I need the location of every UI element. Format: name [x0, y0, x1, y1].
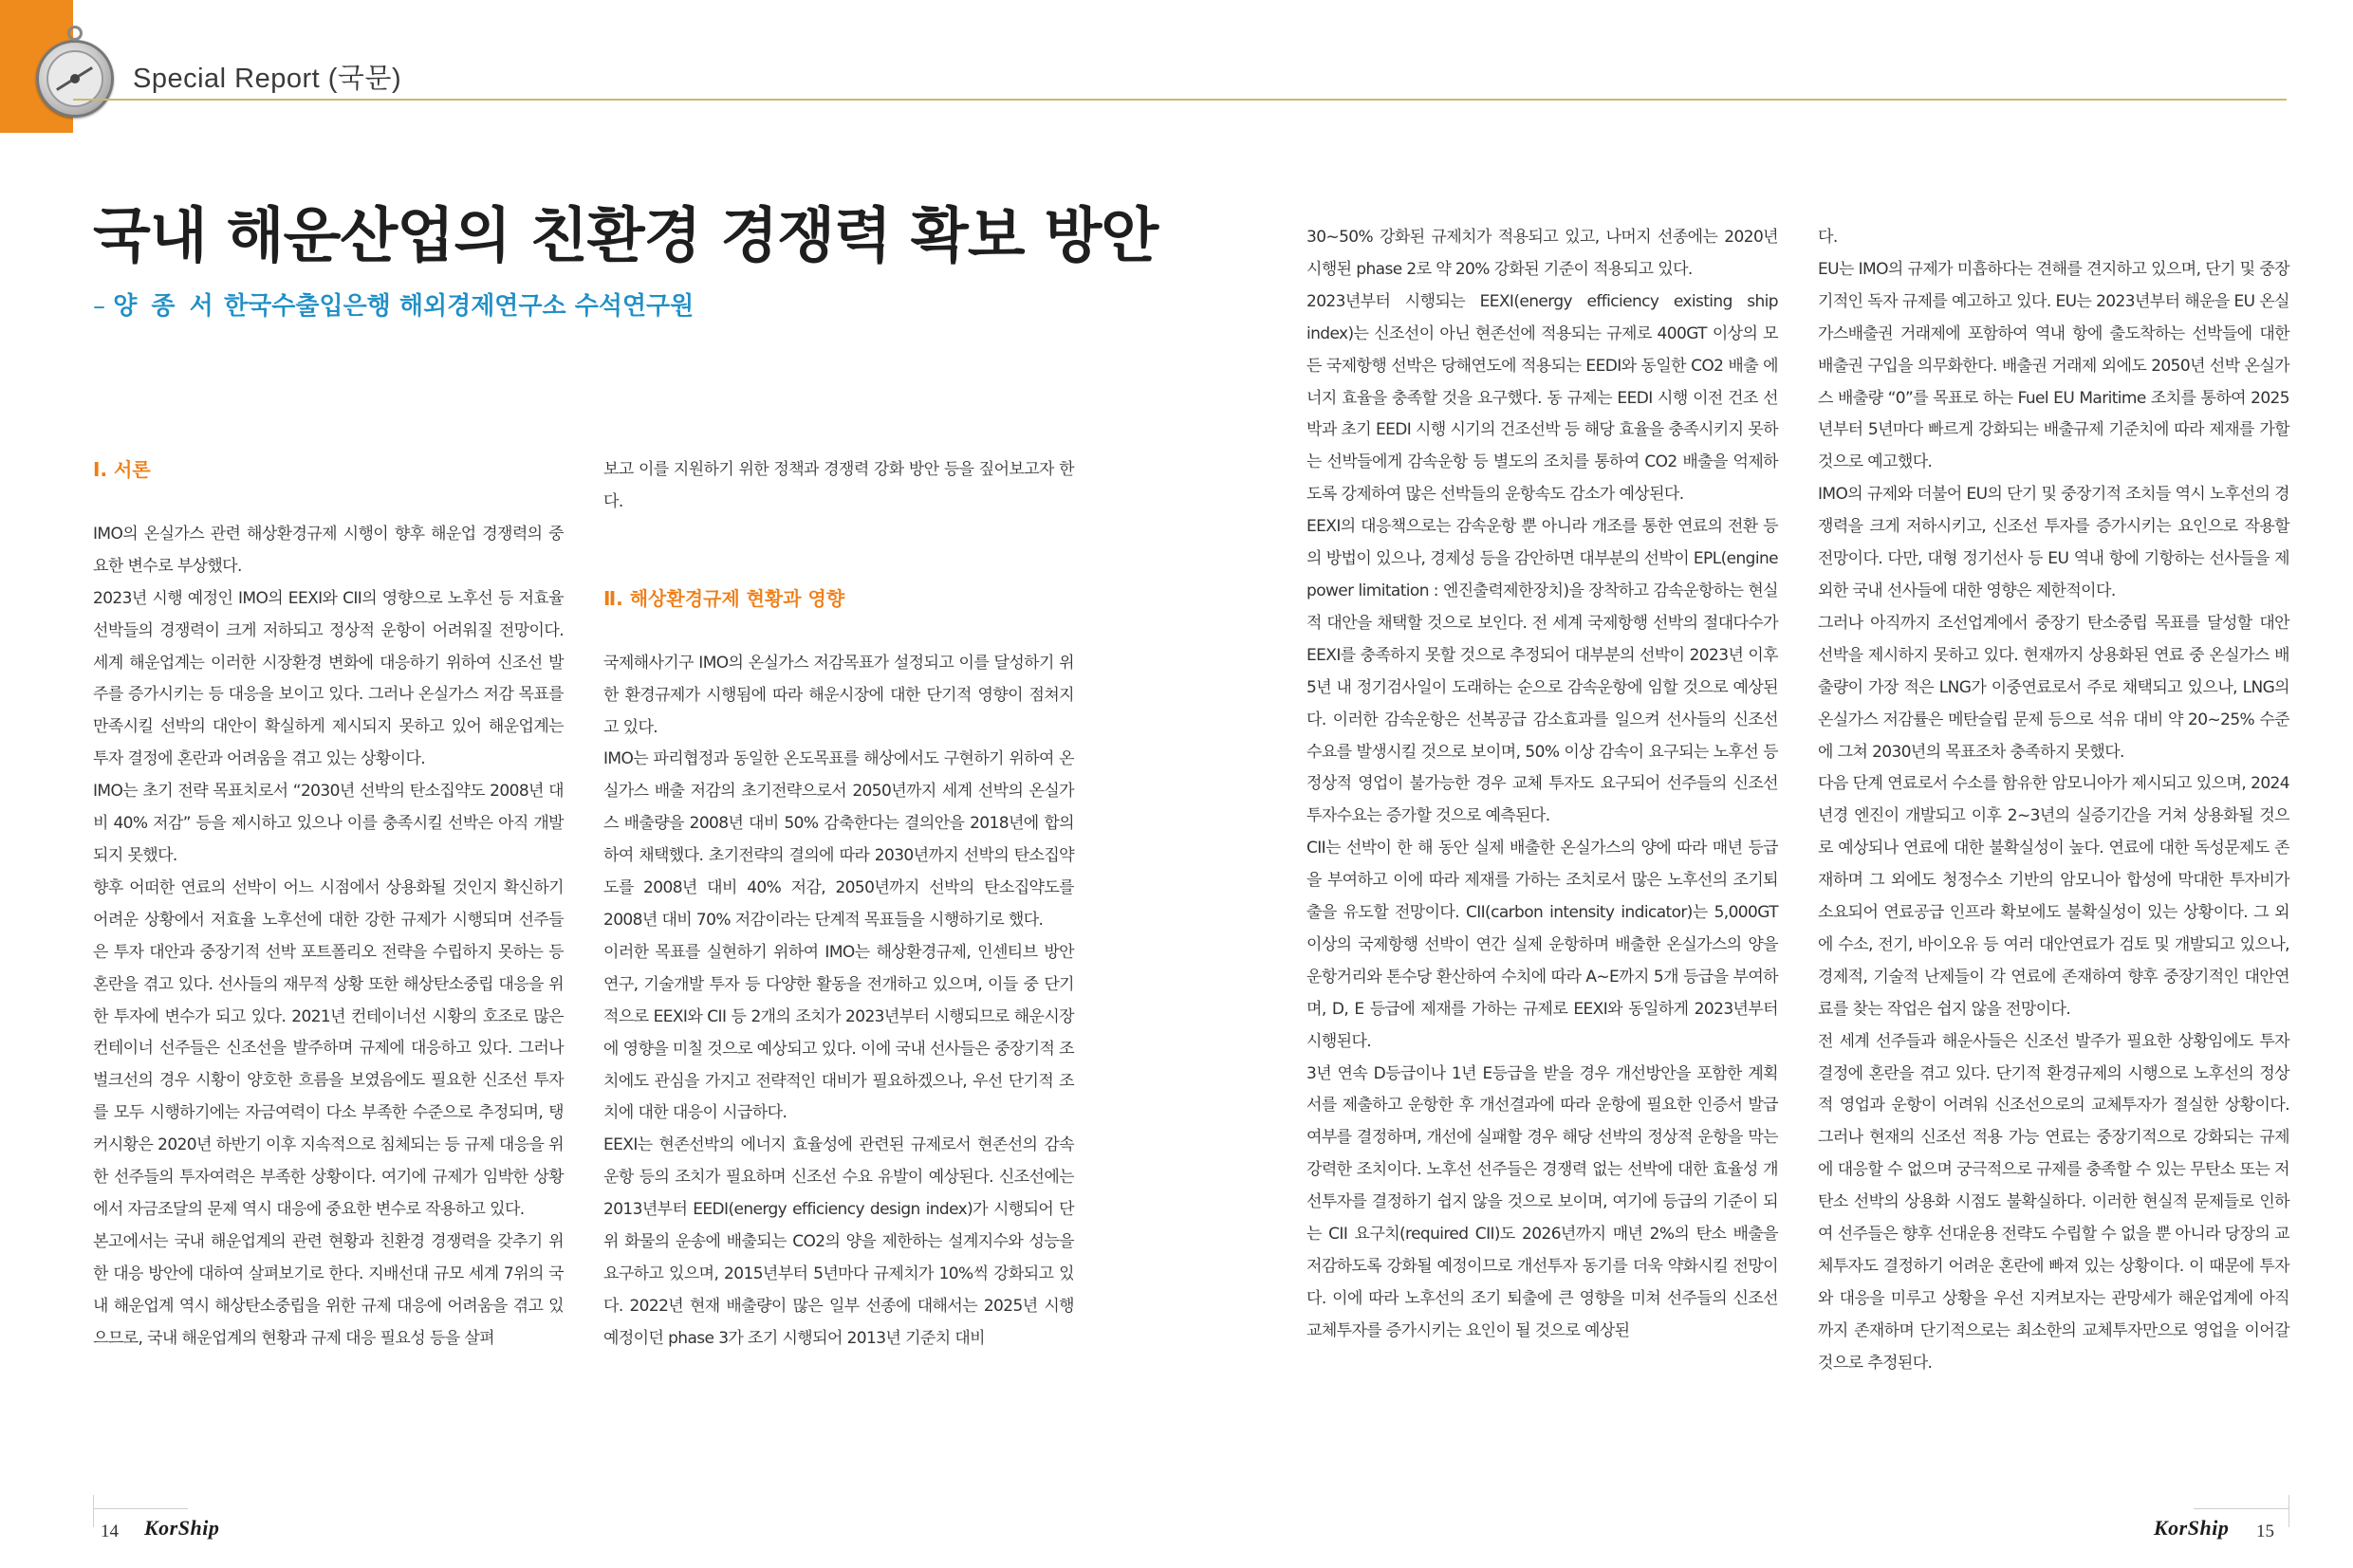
author-name: 양 종 서 — [113, 292, 216, 321]
text-column-4 — [1818, 222, 2289, 1380]
article-title: 국내 해운산업의 친환경 경쟁력 확보 방안 — [93, 201, 1158, 270]
paragraph: 국제해사기구 IMO의 온실가스 저감목표가 설정되고 이를 달성하기 위한 환경규제가 시행됨에 따라 해운시장에 대한 단기적 영향이 점쳐지고 있다. — [603, 653, 1074, 737]
paragraph: 보고 이를 지원하기 위한 정책과 경쟁력 강화 방안 등을 짚어보고자 한다. — [603, 460, 1074, 511]
paragraph: EU는 IMO의 규제가 미흡하다는 견해를 견지하고 있으며, 단기 및 중장기적인 독자 규제를 예고하고 있다. EU는 2023년부터 해운을 EU 온실가스배출권 거래제에 포함하여 역내 항에 출도착하는 선박들에 대한 배출권 구입을 의무화한다. 배출권 거래제 외에도 2050년 선박 온실가스 배출량 “0”를 목표로 하는 Fuel EU Maritime 조치를 통하여 2025년부터 5년마다 빠르게 강화되는 배출규제 기준치에 따라 제재를 가할 것으로 예고했다. — [1818, 259, 2289, 472]
section-heading-regulation: Ⅱ. 해상환경규제 현황과 영향 — [603, 586, 845, 610]
header-divider — [73, 99, 2287, 101]
paragraph: 30~50% 강화된 규제치가 적용되고 있고, 나머지 선종에는 2020년 시행된 phase 2로 약 20% 강화된 기준이 적용되고 있다. — [1306, 228, 1778, 279]
byline-dash: – — [93, 292, 114, 321]
section-heading-intro: Ⅰ. 서론 — [93, 458, 151, 481]
footer-tick-left — [93, 1495, 94, 1527]
paragraph: 다. — [1818, 228, 1838, 247]
paragraph: 그러나 아직까지 조선업계에서 중장기 탄소중립 목표를 달성할 대안 선박을 제시하지 못하고 있다. 현재까지 상용화된 연료 중 온실가스 배출량이 가장 적은 LNG가 이중연료로서 주로 채택되고 있으나, LNG의 온실가스 저감률은 메탄슬립 문제 등으로 석유 대비 약 20~25% 수준에 그쳐 2030년의 목표조차 충족하지 못했다. — [1818, 613, 2289, 762]
text-column-1 — [93, 454, 564, 1355]
paragraph: 전 세계 선주들과 해운사들은 신조선 발주가 필요한 상황임에도 투자 결정에 혼란을 겪고 있다. 단기적 환경규제의 시행으로 노후선의 정상적 영업과 운항이 어려워 신조선으로의 교체투자가 절실한 상황이다. 그러나 현재의 신조선 적용 가능 연료는 중장기적으로 강화되는 규제에 대응할 수 없으며 궁극적으로 규제를 충족할 수 있는 무탄소 또는 저탄소 선박의 상용화 시점도 불확실하다. 이러한 현실적 문제들로 인하여 선주들은 향후 선대운용 전략도 수립할 수 없을 뿐 아니라 당장의 교체투자도 결정하기 어려운 혼란에 빠져 있는 상황이다. 이 때문에 투자와 대응을 미루고 상황을 우선 지켜보자는 관망세가 해운업계에 아직까지 존재하며 단기적으로는 최소한의 교체투자만으로 영업을 이어갈 것으로 추정된다. — [1818, 1031, 2289, 1373]
byline — [93, 286, 694, 322]
paragraph: 2023년 시행 예정인 IMO의 EEXI와 CII의 영향으로 노후선 등 저효율 선박들의 경쟁력이 크게 저하되고 정상적 운항이 어려워질 전망이다. 세계 해운업계는 이러한 시장환경 변화에 대응하기 위하여 신조선 발주를 증가시키는 등 대응을 보이고 있다. 그러나 온실가스 저감 목표를 만족시킬 선박의 대안이 확실하게 제시되지 못하고 있어 해운업계는 투자 결정에 혼란과 어려움을 겪고 있는 상황이다. — [93, 588, 564, 769]
compass-icon — [36, 40, 114, 118]
text-column-2 — [603, 454, 1074, 1356]
paragraph: IMO의 규제와 더불어 EU의 단기 및 중장기적 조치들 역시 노후선의 경쟁력을 크게 저하시키고, 신조선 투자를 증가시키는 요인으로 작용할 전망이다. 다만, 대형 정기선사 등 EU 역내 항에 기항하는 선사들을 제외한 국내 선사들에 대한 영향은 제한적이다. — [1818, 485, 2289, 600]
page-number-right: 15 — [2256, 1522, 2274, 1541]
section-label: Special Report (국문) — [133, 64, 402, 94]
paragraph: 다음 단계 연료로서 수소를 함유한 암모니아가 제시되고 있으며, 2024년경 엔진이 개발되고 이후 2~3년의 실증기간을 거쳐 상용화될 것으로 예상되나 연료에 대한 불확실성이 높다. 연료에 대한 독성문제도 존재하며 그 외에도 청정수소 기반의 암모니아 합성에 막대한 투자비가 소요되어 연료공급 인프라 확보에도 불확실성이 있는 상황이다. 그 외에 수소, 전기, 바이오유 등 여러 대안연료가 검토 및 개발되고 있으나, 경제적, 기술적 난제들이 각 연료에 존재하여 향후 중장기적인 대안연료를 찾는 작업은 쉽지 않을 전망이다. — [1818, 774, 2289, 1019]
paragraph: IMO는 초기 전략 목표치로서 “2030년 선박의 탄소집약도 2008년 대비 40% 저감” 등을 제시하고 있으나 이를 충족시킬 선박은 아직 개발되지 못했다. — [93, 782, 564, 865]
footer-rule-left — [93, 1508, 188, 1509]
footer-rule-right — [2194, 1508, 2288, 1509]
paragraph: EEXI는 현존선박의 에너지 효율성에 관련된 규제로서 현존선의 감속운항 등의 조치가 필요하며 신조선 수요 유발이 예상된다. 신조선에는 2013년부터 EEDI(energy efficiency design index)가 시행되어 단위 화물의 운송에 배출되는 CO2의 양을 제한하는 설계지수와 성능을 요구하고 있으며, 2015년부터 5년마다 규제치가 10%씩 강화되고 있다. 2022년 현재 배출량이 많은 일부 선종에 대해서는 2025년 시행 예정이던 phase 3가 조기 시행되어 2013년 기준치 대비 — [603, 1135, 1074, 1348]
paragraph: 향후 어떠한 연료의 선박이 어느 시점에서 상용화될 것인지 확신하기 어려운 상황에서 저효율 노후선에 대한 강한 규제가 시행되며 선주들은 투자 대안과 중장기적 선박 포트폴리오 전략을 수립하지 못하는 등 혼란을 겪고 있다. 선사들의 재무적 상황 또한 해상탄소중립 대응을 위한 투자에 변수가 되고 있다. 2021년 컨테이너선 시황의 호조로 많은 컨테이너 선주들은 신조선을 발주하며 규제에 대응하고 있다. 그러나 벌크선의 경우 시황이 양호한 흐름을 보였음에도 필요한 신조선 투자를 모두 시행하기에는 자금여력이 다소 부족한 수준으로 추정되며, 탱커시황은 2020년 하반기 이후 지속적으로 침체되는 등 규제 대응을 위한 선주들의 투자여력은 부족한 상황이다. 여기에 규제가 임박한 상황에서 자금조달의 문제 역시 대응에 중요한 변수로 작용하고 있다. — [93, 877, 564, 1219]
page-number-left: 14 — [101, 1522, 119, 1541]
paragraph: 2023년부터 시행되는 EEXI(energy efficiency existing ship index)는 신조선이 아닌 현존선에 적용되는 규제로 400GT 이상의 모든 국제항행 선박은 당해연도에 적용되는 EEDI와 동일한 CO2 배출 에너지 효율을 충족할 것을 요구했다. 동 규제는 EEDI 시행 이전 건조 선박과 초기 EEDI 시행 시기의 건조선박 등 해당 효율을 충족시키지 못하는 선박들에게 감속운항 등 별도의 조치를 통하여 CO2 배출을 억제하도록 강제하여 많은 선박들의 운항속도 감소가 예상된다. — [1306, 291, 1778, 505]
paragraph: 이러한 목표를 실현하기 위하여 IMO는 해상환경규제, 인센티브 방안 연구, 기술개발 투자 등 다양한 활동을 전개하고 있으며, 이들 중 단기적으로 EEXI와 CII 등 2개의 조치가 2023년부터 시행되므로 해운시장에 영향을 미칠 것으로 예상되고 있다. 이에 국내 선사들은 중장기적 조치에도 관심을 가지고 전략적인 대비가 필요하겠으나, 우선 단기적 조치에 대한 대응이 시급하다. — [603, 942, 1074, 1123]
footer-tick-right — [2288, 1495, 2289, 1527]
paragraph: 3년 연속 D등급이나 1년 E등급을 받을 경우 개선방안을 포함한 계획서를 제출하고 운항한 후 개선결과에 따라 운항에 필요한 인증서 발급여부를 결정하며, 개선에 실패할 경우 해당 선박의 정상적 운항을 막는 강력한 조치이다. 노후선 선주들은 경쟁력 없는 선박에 대한 효율성 개선투자를 결정하기 쉽지 않을 것으로 보이며, 여기에 등급의 기준이 되는 CII 요구치(required CII)도 2026년까지 매년 2%의 탄소 배출을 저감하도록 강화될 예정이므로 개선투자 동기를 더욱 약화시킬 전망이다. 이에 따라 노후선의 조기 퇴출에 큰 영향을 미쳐 선주들의 신조선 교체투자를 증가시키는 요인이 될 것으로 예상된 — [1306, 1063, 1778, 1340]
korship-logo-left: KorShip — [144, 1516, 220, 1540]
text-column-3 — [1306, 222, 1778, 1348]
paragraph: IMO는 파리협정과 동일한 온도목표를 해상에서도 구현하기 위하여 온실가스 배출 저감의 초기전략으로서 2050년까지 세계 선박의 온실가스 배출량을 2008년 대비 50% 감축한다는 결의안을 2018년에 합의하여 채택했다. 초기전략의 결의에 따라 2030년까지 선박의 탄소집약도를 2008년 대비 40% 저감, 2050년까지 선박의 탄소집약도를 2008년 대비 70% 저감이라는 단계적 목표들을 시행하기로 했다. — [603, 749, 1074, 930]
author-affiliation: 한국수출입은행 해외경제연구소 수석연구원 — [223, 292, 695, 321]
paragraph: IMO의 온실가스 관련 해상환경규제 시행이 향후 해운업 경쟁력의 중요한 변수로 부상했다. — [93, 524, 564, 576]
paragraph: CII는 선박이 한 해 동안 실제 배출한 온실가스의 양에 따라 매년 등급을 부여하고 이에 따라 제재를 가하는 조치로서 많은 노후선의 조기퇴출을 유도할 전망이다. CII(carbon intensity indicator)는 5,000GT 이상의 국제항행 선박이 연간 실제 운항하며 배출한 온실가스의 양을 운항거리와 톤수당 환산하여 수치에 따라 A~E까지 5개 등급을 부여하며, D, E 등급에 제재를 가하는 규제로 EEXI와 동일하게 2023년부터 시행된다. — [1306, 839, 1778, 1051]
korship-logo-right: KorShip — [2154, 1516, 2230, 1540]
paragraph: EEXI의 대응책으로는 감속운항 뿐 아니라 개조를 통한 연료의 전환 등의 방법이 있으나, 경제성 등을 감안하면 대부분의 선박이 EPL(engine power limitation : 엔진출력제한장치)을 장착하고 감속운항하는 현실적 대안을 채택할 것으로 보인다. 전 세계 국제항행 선박의 절대다수가 EEXI를 충족하지 못할 것으로 추정되어 대부분의 선박이 2023년 이후 5년 내 정기검사일이 도래하는 순으로 감속운항에 임할 것으로 예상된다. 이러한 감속운항은 선복공급 감소효과를 일으켜 선사들의 신조선 수요를 발생시킬 것으로 보이며, 50% 이상 감속이 요구되는 노후선 등 정상적 영업이 불가능한 경우 교체 투자도 요구되어 선주들의 신조선 투자수요는 증가할 것으로 예측된다. — [1306, 517, 1778, 826]
paragraph: 본고에서는 국내 해운업계의 관련 현황과 친환경 경쟁력을 갖추기 위한 대응 방안에 대하여 살펴보기로 한다. 지배선대 규모 세계 7위의 국내 해운업계 역시 해상탄소중립을 위한 규제 대응에 어려움을 겪고 있으므로, 국내 해운업계의 현황과 규제 대응 필요성 등을 살펴 — [93, 1231, 564, 1348]
